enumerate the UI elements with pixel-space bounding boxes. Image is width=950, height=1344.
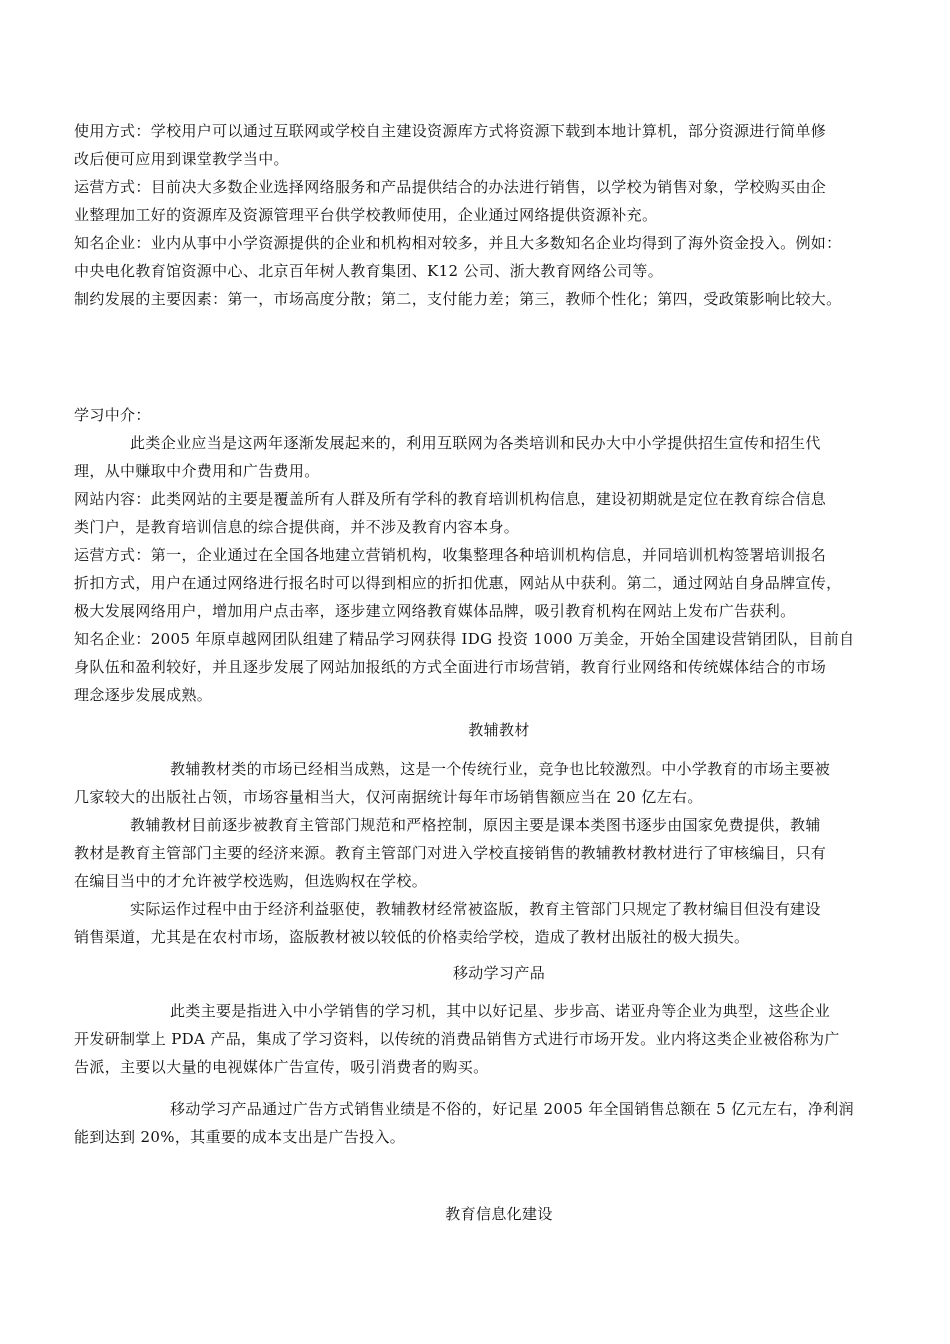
paragraph-line: 制约发展的主要因素：第一，市场高度分散；第二，支付能力差；第三，教师个性化；第四，受政策影响比较大。 (74, 290, 842, 308)
paragraph-line: 类门户，是教育培训信息的综合提供商，并不涉及教育内容本身。 (74, 518, 520, 536)
paragraph-line: 教辅教材类的市场已经相当成熟，这是一个传统行业，竞争也比较激烈。中小学教育的市场主要被 (170, 760, 831, 778)
paragraph-line: 运营方式：第一，企业通过在全国各地建立营销机构，收集整理各种培训机构信息，并同培训机构签署培训报名 (74, 546, 827, 564)
paragraph-line: 极大发展网络用户，增加用户点击率，逐步建立网络教育媒体品牌，吸引教育机构在网站上发布广告获利。 (74, 602, 796, 620)
paragraph-line: 知名企业：业内从事中小学资源提供的企业和机构相对较多，并且大多数知名企业均得到了海外资金投入。例如： (74, 234, 842, 252)
paragraph-line: 此类企业应当是这两年逐渐发展起来的，利用互联网为各类培训和民办大中小学提供招生宣传和招生代 (130, 434, 821, 452)
paragraph-line: 移动学习产品通过广告方式销售业绩是不俗的，好记星 2005 年全国销售总额在 5 亿元左右，净利润 (170, 1100, 854, 1118)
paragraph-line: 改后便可应用到课堂教学当中。 (74, 150, 289, 168)
paragraph-line: 理，从中赚取中介费用和广告费用。 (74, 462, 320, 480)
paragraph-line: 销售渠道，尤其是在农村市场，盗版教材被以较低的价格卖给学校，造成了教材出版社的极大损失。 (74, 928, 750, 946)
paragraph-line: 知名企业：2005 年原卓越网团队组建了精品学习网获得 IDG 投资 1000 万美金，开始全国建设营销团队，目前自 (74, 630, 855, 648)
paragraph-line: 使用方式：学校用户可以通过互联网或学校自主建设资源库方式将资源下载到本地计算机，部分资源进行简单修 (74, 122, 827, 140)
paragraph-line: 教材是教育主管部门主要的经济来源。教育主管部门对进入学校直接销售的教辅教材教材进行了审核编目，只有 (74, 844, 827, 862)
paragraph-line: 告派，主要以大量的电视媒体广告宣传，吸引消费者的购买。 (74, 1058, 489, 1076)
paragraph-line: 网站内容：此类网站的主要是覆盖所有人群及所有学科的教育培训机构信息，建设初期就是定位在教育综合信息 (74, 490, 827, 508)
paragraph-line: 开发研制掌上 PDA 产品，集成了学习资料，以传统的消费品销售方式进行市场开发。业内将这类企业被俗称为广 (74, 1030, 840, 1048)
paragraph-line: 理念逐步发展成熟。 (74, 686, 213, 704)
section-heading: 移动学习产品 (452, 964, 546, 982)
section-label: 学习中介： (74, 406, 151, 424)
paragraph-line: 几家较大的出版社占领，市场容量相当大，仅河南据统计每年市场销售额应当在 20 亿左右。 (74, 788, 703, 806)
paragraph-line: 运营方式：目前决大多数企业选择网络服务和产品提供结合的办法进行销售，以学校为销售对象，学校购买由企 (74, 178, 827, 196)
paragraph-line: 此类主要是指进入中小学销售的学习机，其中以好记星、步步高、诺亚舟等企业为典型，这些企业 (170, 1002, 831, 1020)
paragraph-line: 身队伍和盈利较好，并且逐步发展了网站加报纸的方式全面进行市场营销，教育行业网络和传统媒体结合的市场 (74, 658, 827, 676)
section-heading: 教辅教材 (468, 721, 530, 739)
paragraph-line: 业整理加工好的资源库及资源管理平台供学校教师使用，企业通过网络提供资源补充。 (74, 206, 658, 224)
paragraph-line: 折扣方式，用户在通过网络进行报名时可以得到相应的折扣优惠，网站从中获利。第二，通过网站自身品牌宣传， (74, 574, 842, 592)
paragraph-line: 能到达到 20%，其重要的成本支出是广告投入。 (74, 1128, 406, 1146)
paragraph-line: 教辅教材目前逐步被教育主管部门规范和严格控制，原因主要是课本类图书逐步由国家免费提供，教辅 (130, 816, 821, 834)
section-heading: 教育信息化建设 (445, 1205, 553, 1223)
paragraph-line: 实际运作过程中由于经济利益驱使，教辅教材经常被盗版，教育主管部门只规定了教材编目但没有建设 (130, 900, 821, 918)
paragraph-line: 中央电化教育馆资源中心、北京百年树人教育集团、K12 公司、浙大教育网络公司等。 (74, 262, 664, 280)
paragraph-line: 在编目当中的才允许被学校选购，但选购权在学校。 (74, 872, 428, 890)
